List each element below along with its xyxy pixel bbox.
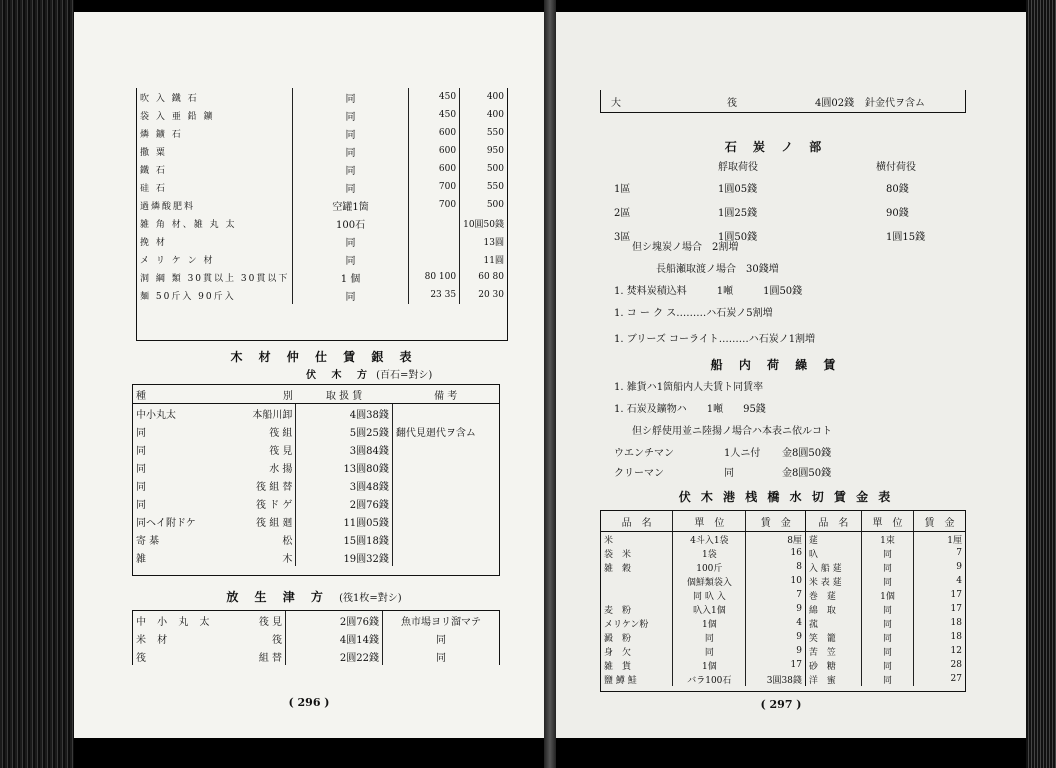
coal-alongside-rate: 80錢 (886, 184, 909, 195)
table-cell: 個鮮類袋入 (673, 574, 746, 588)
coal-barge-rate: 1圓05錢 (718, 184, 758, 195)
table-cell: 7 (956, 548, 962, 558)
table-row (601, 658, 965, 672)
table-cell (601, 574, 673, 588)
column-header: 單 位 (673, 511, 746, 532)
table-cell: 袋 米 (601, 546, 673, 560)
table-cell: 莚 (805, 532, 861, 547)
item-rate-b: 500 (486, 164, 504, 174)
work-type: 組 替 (219, 647, 286, 665)
table-row (601, 644, 965, 658)
column-header: 單 位 (861, 511, 913, 532)
table-row (133, 440, 499, 458)
table-row (137, 142, 507, 160)
table-cell: 9 (746, 602, 805, 616)
wage: 2圓76錢 (296, 494, 393, 512)
item-name: 過燐酸肥料 (137, 196, 293, 214)
item-name: 燐 鑛 石 (137, 124, 293, 142)
item-unit: 100石 (293, 214, 408, 232)
hojozu-table (132, 610, 500, 665)
remark (392, 548, 499, 566)
table-cell: 砂 糖 (805, 658, 861, 672)
page-number-right: ( 297 ) (760, 698, 802, 711)
table-row (133, 530, 499, 548)
wood-type: 同 (136, 463, 146, 475)
table-row (601, 588, 965, 602)
table-cell: バラ100石 (673, 672, 746, 686)
table-cell: 7 (746, 588, 805, 602)
pier-rate-table (600, 510, 966, 692)
item-rate-b: 11圓 (483, 255, 504, 266)
item-unit: 同 (293, 124, 408, 142)
table-cell: 同 叺 入 (673, 588, 746, 602)
wage: 13圓80錢 (296, 458, 393, 476)
item-rate-b: 60 80 (478, 272, 504, 282)
note-general-cargo: 1. 雑貨ハ1箇船内人夫賃ト同賃率 (614, 382, 764, 393)
item-unit: 同 (293, 286, 408, 304)
work-type: 筏 組 替 (209, 476, 295, 494)
wood-wage-title: 木 材 仲 仕 賃 銀 表 (230, 350, 418, 364)
item-rate-a: 450 (408, 88, 459, 106)
table-cell: 1個 (673, 616, 746, 630)
note-lump-coal: 但シ塊炭ノ場合 2割増 (632, 242, 739, 253)
coal-alongside-rate: 90錢 (886, 208, 909, 219)
wage: 2圓22錢 (286, 647, 383, 665)
item-name: 挽 材 (137, 232, 293, 250)
wood-type: 同 (136, 499, 146, 511)
item-rate-a: 700 (408, 178, 459, 196)
work-type: 筏 見 (209, 440, 295, 458)
item-name: 吹 入 鐵 石 (137, 88, 293, 106)
wood-type: 米 材 (136, 634, 172, 646)
table-row (133, 548, 499, 566)
table-cell: 雑 貨 (601, 658, 673, 672)
item-rate-b: 550 (486, 128, 504, 138)
table-row (137, 196, 507, 214)
table-header-row (133, 385, 499, 404)
table-row (601, 546, 965, 560)
column-header: 品 名 (601, 511, 673, 532)
wage: 4圓38錢 (296, 404, 393, 423)
table-cell: 身 欠 (601, 644, 673, 658)
remark: 同 (436, 634, 446, 646)
table-cell: 苦 笠 (805, 644, 861, 658)
table-cell: 16 (746, 546, 805, 560)
wood-type: 中 小 丸 太 (136, 616, 214, 628)
table-cell: 同 (861, 672, 913, 686)
table-row (133, 611, 499, 629)
table-cell: 3圓38錢 (746, 672, 805, 686)
remark: 魚市場ヨリ溜マテ (401, 616, 481, 628)
table-cell: 同 (861, 616, 913, 630)
table-row (137, 214, 507, 232)
wood-wage-grid (133, 385, 499, 566)
table-cell: 同 (861, 602, 913, 616)
table-cell: 同 (861, 658, 913, 672)
table-cell: 1厘 (947, 535, 962, 546)
table-row (137, 124, 507, 142)
note-transfer: 長船瀬取渡ノ場合 30錢増 (656, 264, 779, 275)
table-row (133, 422, 499, 440)
table-cell: 12 (950, 646, 962, 656)
coal-section-title: 石 炭 ノ 部 (724, 140, 828, 154)
table-cell: 9 (746, 630, 805, 644)
item-unit: 同 (293, 160, 408, 178)
item-name: 雑 角 材、雑 丸 太 (137, 214, 293, 232)
worker-rate: 金8圓50錢 (782, 448, 832, 459)
table-cell: 雑 穀 (601, 560, 673, 574)
table-cell: 4 (956, 576, 962, 586)
item-rate-b: 400 (486, 110, 504, 120)
remark: 同 (436, 652, 446, 664)
column-header: 賃 金 (914, 511, 965, 532)
table-cell: 17 (950, 590, 962, 600)
column-header: 別 (209, 385, 295, 404)
table-cell: 9 (956, 562, 962, 572)
table-row (137, 160, 507, 178)
wage: 5圓25錢 (296, 422, 393, 440)
item-name: 麺 50斤入 90斤入 (137, 286, 293, 304)
column-header: 賃 金 (746, 511, 805, 532)
table-row (133, 647, 499, 665)
item-rate-b: 13圓 (483, 237, 504, 248)
item-rate-b: 550 (486, 182, 504, 192)
table-cell: 10 (746, 574, 805, 588)
top-row-item: 大 (611, 98, 621, 109)
top-row-unit: 筏 (727, 98, 737, 109)
item-unit: 空罐1箇 (293, 196, 408, 214)
wood-type: 同 (136, 427, 146, 439)
table-cell: 28 (950, 660, 962, 670)
table-cell: 17 (746, 658, 805, 672)
remark (392, 458, 499, 476)
item-unit: 同 (293, 142, 408, 160)
table-header-row (601, 511, 965, 532)
table-cell: 叺入1個 (673, 602, 746, 616)
worker-role: ウエンチマン (614, 448, 674, 459)
work-type: 筏 (219, 629, 286, 647)
wood-type: 寄 棊 (136, 535, 160, 547)
note-coal-ore: 1. 石炭及鑛物ハ 1噸 95錢 (614, 404, 766, 415)
wage: 19圓32錢 (296, 548, 393, 566)
note-bunker: 1. 焚料炭積込料 1噸 1圓50錢 (614, 286, 803, 297)
item-unit: 同 (293, 178, 408, 196)
table-row (137, 178, 507, 196)
note-barge-use: 但シ艀使用並ニ陸揚ノ場合ハ本表ニ依ルコト (632, 426, 832, 437)
coal-alongside-rate: 1圓15錢 (886, 232, 926, 243)
worker-role: クリーマン (614, 468, 664, 479)
table-cell: 同 (673, 630, 746, 644)
table-cell: 1袋 (673, 546, 746, 560)
item-rate-a (408, 214, 459, 232)
item-unit: 同 (293, 232, 408, 250)
table-cell: 同 (861, 546, 913, 560)
table-cell: 8厘 (746, 532, 805, 547)
table-cell: 巻 莚 (805, 588, 861, 602)
table-cell: 笑 籠 (805, 630, 861, 644)
item-name: 洞 綱 類 30貫以上 30貫以下 (137, 268, 293, 286)
remark (392, 404, 499, 423)
remark: 翻代見廻代ヲ含ム (395, 427, 476, 439)
table-cell: 菰 (805, 616, 861, 630)
book-page-stack-right (1026, 0, 1056, 768)
remark (392, 440, 499, 458)
table-row (601, 672, 965, 686)
top-row-rate: 4圓02錢 (815, 98, 855, 109)
table-cell: 4斗入1袋 (673, 532, 746, 547)
table-cell: 米 (601, 532, 673, 547)
item-name: メ リ ケ ン 材 (137, 250, 293, 268)
item-rate-b: 400 (486, 92, 504, 102)
work-type: 筏 ド ゲ (209, 494, 295, 512)
table-row (133, 494, 499, 512)
table-cell: 同 (861, 574, 913, 588)
note-coke: 1. コ ー ク ス………ハ石炭ノ5割増 (614, 308, 773, 319)
remark (392, 512, 499, 530)
table-row (133, 404, 499, 423)
wood-type: 同ヘイ附ドケ (136, 517, 196, 529)
table-row (133, 476, 499, 494)
table-cell: 米 表 莚 (805, 574, 861, 588)
table-cell: 4 (746, 616, 805, 630)
item-rate-a: 450 (408, 106, 459, 124)
item-rate-a (408, 232, 459, 250)
table-cell: 綿 取 (805, 602, 861, 616)
item-rate-b: 500 (486, 200, 504, 210)
wage: 11圓05錢 (296, 512, 393, 530)
work-type: 筏 見 (219, 611, 286, 629)
table-row (601, 560, 965, 574)
table-cell: 9 (746, 644, 805, 658)
item-rate-a: 80 100 (408, 268, 459, 286)
item-rate-a: 700 (408, 196, 459, 214)
item-unit: 同 (293, 88, 408, 106)
table-row (137, 88, 507, 106)
pier-rate-grid (601, 511, 965, 686)
remark (392, 494, 499, 512)
table-row (137, 232, 507, 250)
pier-rate-title: 伏 木 港 桟 橋 水 切 賃 金 表 (678, 490, 894, 504)
table-row (601, 602, 965, 616)
rate-table-1-grid (137, 88, 507, 304)
column-header: 品 名 (805, 511, 861, 532)
table-cell: 同 (861, 630, 913, 644)
work-type: 筏 組 (209, 422, 295, 440)
item-rate-a: 600 (408, 142, 459, 160)
table-row (133, 512, 499, 530)
wood-type: 筏 (136, 652, 150, 664)
item-rate-a: 600 (408, 124, 459, 142)
coal-barge-rate: 1圓25錢 (718, 208, 758, 219)
table-row (137, 286, 507, 304)
table-row (601, 630, 965, 644)
wage: 3圓48錢 (296, 476, 393, 494)
worker-unit: 同 (724, 468, 734, 479)
wood-type: 同 (136, 481, 146, 493)
item-name: 鐵 石 (137, 160, 293, 178)
table-row (137, 106, 507, 124)
table-cell: メリケン粉 (601, 616, 673, 630)
table-cell: 18 (950, 632, 962, 642)
column-header: 備 考 (392, 385, 499, 404)
right-page (556, 12, 1026, 738)
rate-table-1 (136, 88, 508, 341)
wood-type: 雑 (136, 553, 146, 565)
table-cell: 澱 粉 (601, 630, 673, 644)
left-page (74, 12, 544, 738)
table-row (601, 574, 965, 588)
table-cell: 鹽 鱒 鮭 (601, 672, 673, 686)
table-cell: 1個 (673, 658, 746, 672)
table-row (137, 268, 507, 286)
item-rate-b: 10圓50錢 (463, 219, 504, 230)
book-gutter (544, 0, 556, 768)
table-cell: 麦 粉 (601, 602, 673, 616)
column-header: 種 (133, 385, 209, 404)
worker-unit: 1人ニ付 (724, 448, 761, 459)
table-cell: 洋 蜜 (805, 672, 861, 686)
page-number-left: ( 296 ) (288, 696, 330, 709)
table-cell: 同 (861, 644, 913, 658)
item-unit: 同 (293, 106, 408, 124)
item-name: 袋 入 亜 鉛 鑛 (137, 106, 293, 124)
table-row (137, 250, 507, 268)
wood-type: 同 (136, 445, 146, 457)
ship-handling-title: 船 内 荷 繰 賃 (710, 358, 842, 372)
wood-wage-table (132, 384, 500, 576)
item-rate-b: 950 (486, 146, 504, 156)
table-cell: 入 船 莚 (805, 560, 861, 574)
work-type: 筏 組 廻 (209, 512, 295, 530)
coal-zone: 1區 (614, 184, 631, 195)
table-cell: 8 (746, 560, 805, 574)
remark (392, 530, 499, 548)
table-cell: 27 (950, 674, 962, 684)
wood-type: 中小丸太 (136, 409, 176, 421)
work-type: 本船川卸 (209, 404, 295, 423)
item-unit: 1 個 (293, 268, 408, 286)
top-row (600, 90, 966, 113)
coal-zone: 3區 (614, 232, 631, 243)
item-name: 硅 石 (137, 178, 293, 196)
book-page-stack-left (0, 0, 74, 768)
wage: 3圓84錢 (296, 440, 393, 458)
table-row (133, 458, 499, 476)
table-cell: 叺 (805, 546, 861, 560)
coal-barge-rate: 1圓50錢 (718, 232, 758, 243)
col-header-barge: 艀取荷役 (718, 162, 758, 173)
work-type: 木 (209, 548, 295, 566)
table-cell: 1束 (861, 532, 913, 547)
table-cell: 100斤 (673, 560, 746, 574)
worker-rate: 金8圓50錢 (782, 468, 832, 479)
table-cell (601, 588, 673, 602)
wage: 4圓14錢 (286, 629, 383, 647)
item-rate-a: 23 35 (408, 286, 459, 304)
table-row (133, 629, 499, 647)
work-type: 松 (209, 530, 295, 548)
table-cell: 同 (673, 644, 746, 658)
table-row (601, 532, 965, 547)
coal-zone: 2區 (614, 208, 631, 219)
hojozu-title: 放 生 津 方 (筏1枚=對シ) (226, 590, 402, 604)
table-cell: 1個 (861, 588, 913, 602)
item-rate-a: 600 (408, 160, 459, 178)
item-rate-b: 20 30 (478, 290, 504, 300)
item-rate-a (408, 250, 459, 268)
work-type: 水 揚 (209, 458, 295, 476)
hojozu-grid (133, 611, 499, 665)
col-header-alongside: 横付荷役 (876, 162, 916, 173)
top-row-note: 針金代ヲ含ム (865, 98, 925, 109)
item-unit: 同 (293, 250, 408, 268)
wage: 15圓18錢 (296, 530, 393, 548)
table-row (601, 616, 965, 630)
remark (392, 476, 499, 494)
table-cell: 18 (950, 618, 962, 628)
table-cell: 同 (861, 560, 913, 574)
note-briquette: 1. ブリーズ コーライト………ハ石炭ノ1割増 (614, 334, 816, 345)
fushiki-subtitle: 伏 木 方 (百石=對シ) (306, 370, 433, 381)
column-header: 取 扱 賃 (296, 385, 393, 404)
wage: 2圓76錢 (286, 611, 383, 629)
item-name: 撒 粟 (137, 142, 293, 160)
table-cell: 17 (950, 604, 962, 614)
